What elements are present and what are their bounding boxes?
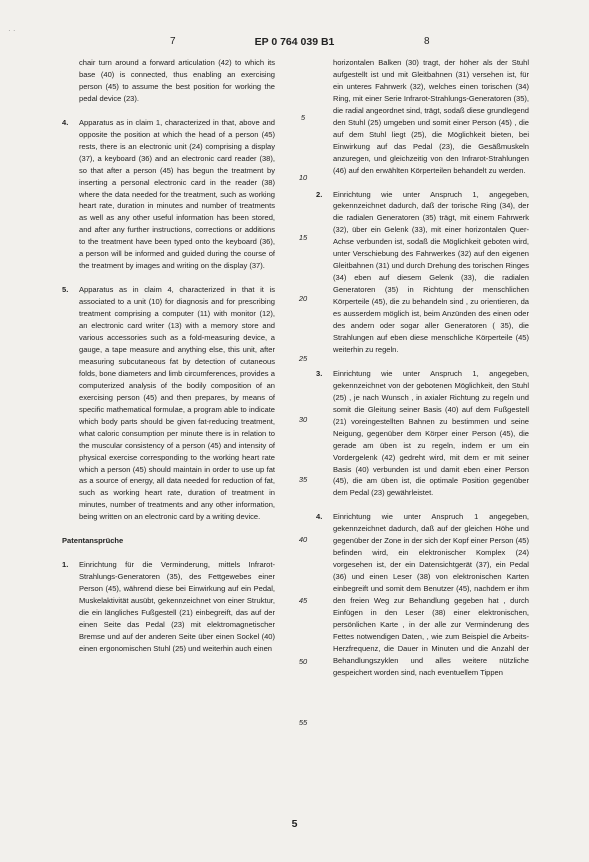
claim-3-continuation-text: chair turn around a forward articulation (42) to which its base (40) is connected, thus enabling an exercising person (45) to assume the best position for working the pedal device (23). bbox=[79, 58, 275, 103]
claim-1-de bbox=[62, 559, 275, 655]
claim-number: 1. bbox=[62, 560, 69, 570]
section-heading: Patentansprüche bbox=[62, 536, 124, 546]
claim-1-continuation-text: horizontalen Balken (30) tragt, der höher als der Stuhl aufgestellt ist und mit Gleitbahnen (31) versehen ist, für ein unteres Fahrwerk (32), welches einen torischen (34) Ring, mit einer Serie Infrarot-Strahlungs-Generatoren (35), die radial angeordnet sind, trägt, sodaß diese grundlegend den Stuhl (25) umgeben und somit einer Person (45) , die auf dem Stuhl liegt (25), die Möglichkeit bieten, bei Einwirkung auf das Pedal (23), die Gesäßmuskeln anzuregen, und gleichzeitig von den Infrarot-Strahlungen (46) auf den erwählten Körperteilen behandelt zu werden. bbox=[333, 58, 529, 175]
left-page-number: 7 bbox=[170, 36, 176, 47]
line-number: 35 bbox=[298, 475, 308, 484]
claim-number: 3. bbox=[316, 368, 323, 378]
claim-continuation bbox=[62, 57, 275, 105]
line-number: 40 bbox=[298, 535, 308, 544]
line-number: 55 bbox=[298, 718, 308, 727]
line-number: 20 bbox=[298, 294, 308, 303]
claim-4-en bbox=[62, 117, 275, 272]
claim-text: Einrichtung wie unter Anspruch 1, angegeben, gekennzeichnet von der gebotenen Möglichkeit, den Stuhl (25) , je nach Wunsch , in axialer Richtung zu regeln und somit die Gleitung seiner Basis (40) auf dem Fußgestell (21) voreingestellten Bahnen zu bestimmen und seine Neigung, gegenüber dem Körper einer Person (45), die gerade am üben ist zu regeln, indem er um ein Vordergelenk (42) gedreht wird, mit dem er mit seiner Basis (40) verbunden ist und damit eben einer Person (45), die am üben ist, die optimale Position gegenüber dem Pedal (23) gewährleistet. bbox=[333, 368, 529, 498]
scan-speck: · · bbox=[8, 26, 16, 35]
left-column bbox=[62, 57, 275, 655]
right-page-number: 8 bbox=[424, 36, 430, 47]
line-number: 25 bbox=[298, 354, 308, 363]
claim-3-de bbox=[316, 368, 529, 499]
claim-text: Apparatus as in claim 4, characterized in that it is associated to a unit (10) for diagnosis and for prescribing treatment comprising a computer (11) with monitor (12), an electronic card writer (13) with a memory store and various accessories such as a fold-measuring device, a gauge, a tape measure and anything else, this unit, after measuring subcutaneous fat by detection of cutaneous folds, bone diameters and limb circumferences, provides a computerized analysis of the bodily composition of an exercising person (45) and then prepares, by means of specific mathematical formulae, a program able to indicate which body parts should be given fat-reducing treatment, what caloric consumption per minute there is in relation to the muscular consistency of a person (45) and intensity of physical exercise corresponding to the working heart rate which a person (45) should maintain in order to use up fat as a source of energy, all data needed for reduction of fat, such as working heart rate, duration of treatment in minutes, number of treatments and any other information, being written on an electronic card by a writing device. bbox=[79, 285, 275, 522]
line-number: 15 bbox=[298, 233, 308, 242]
claim-5-en bbox=[62, 284, 275, 523]
claim-2-de bbox=[316, 189, 529, 356]
claim-text: Einrichtung wie unter Anspruch 1 angegeben, gekennzeichnet dadurch, daß auf der gleichen Höhe und gegenüber der Zone in der sich der Kopf einer Person (45) befinden wird, ein elektronischer Komplex (24) vorgesehen ist, der ein Datensichtgerät (37), ein Pedal (36) und einen Leser (38) von elektronischen Karten einbegreift und somit dem Benutzer (45), nachdem er ihm den freien Weg zur Behandlung gegeben hat , durch Einfügen in den Leser (38) einer elektronischen, persönlichen Karte , in der alle zur Verminderung des Fettes notwendigen Daten, , wie zum Beispiel die Arbeits-Herzfrequenz, die Dauer in Minuten und die Anzahl der Behandlungszyklen und alles weitere nützliche gespeichert worden sind, nach eventuellem Tippen bbox=[333, 512, 529, 677]
claim-4-de bbox=[316, 511, 529, 678]
line-number: 30 bbox=[298, 415, 308, 424]
line-number: 10 bbox=[298, 173, 308, 182]
claim-number: 4. bbox=[62, 117, 69, 127]
line-number: 50 bbox=[298, 657, 308, 666]
line-number: 5 bbox=[300, 113, 306, 122]
claim-text: Apparatus as in claim 1, characterized in that, above and opposite the position at which the head of a person (45) rests, there is an electronic unit (24) comprising a display (37), a keyboard (36) and an electronic card reader (38), so that after a person (45) has begun the treatment by inserting a personal electronic card in the reader (38) where the data needed for the treatment, such as working heart rate, duration in minutes and number of treatments as well as any other useful information has been stored, and after any further instructions, corrections or additions to the treatment have been typed onto the keyboard (36), a person will be informed and guided during the course of the treatment by images and writing on the display (37). bbox=[79, 117, 275, 271]
patent-number-header: EP 0 764 039 B1 bbox=[254, 36, 335, 48]
line-number: 45 bbox=[298, 596, 308, 605]
claim-number: 2. bbox=[316, 189, 323, 199]
claim-number: 5. bbox=[62, 285, 69, 295]
right-column bbox=[316, 57, 529, 679]
claim-text: Einrichtung für die Verminderung, mittels Infrarot-Strahlungs-Generatoren (35), des Fettgewebes einer Person (45), während diese bei Einwirkung auf ein Pedal, Muskelaktivität ausübt, gekennzeichnet von einer Struktur, die ein längliches Fußgestell (21) einbegreift, das auf der einen Seite das Pedal (23) mit elektromagnetischer Bremse und auf der anderen Seite über einen Sockel (40) einen ergonomischen Stuhl (25) und weiterhin auch einen bbox=[79, 560, 275, 653]
claim-text: Einrichtung wie unter Anspruch 1, angegeben, gekennzeichnet dadurch, daß der torische Ring (34), der die radialen Generatoren (35) trägt, mit einem Fahrwerk (32), über ein Gelenk (33), mit einer horizontalen Quer-Achse verbunden ist, sodaß die Möglichkeit geboten wird, unter Verschiebung des Fahrwerkes (32) auf den eigenen Gleitbahnen (31) und durch Drehung des torischen Ringes (34) eben auf diesem Gelenk (33), die radialen Generatoren (35) in Richtung der menschlichen Körperteile (45), die zu behandeln sind , zu orientieren, da es ausserdem möglich ist, beim Anzünden des einen oder des andern oder sogar aller Generatoren ( 35), die Strahlungen auf eben diese menschliche Körperteile (45) weiterhin zu regeln. bbox=[333, 189, 529, 354]
page-footer-number: 5 bbox=[291, 818, 298, 830]
claim-number: 4. bbox=[316, 512, 323, 522]
claim-continuation bbox=[316, 57, 529, 177]
